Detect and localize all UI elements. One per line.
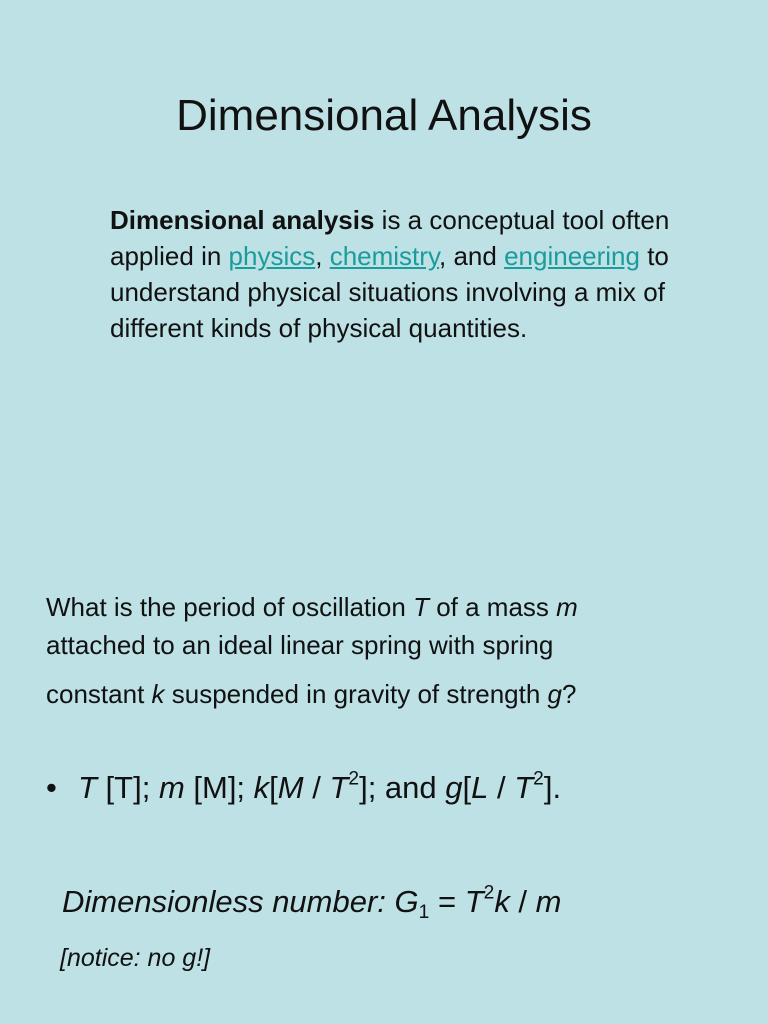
question-paragraph: [46, 588, 726, 713]
slide-title: Dimensional Analysis: [176, 91, 592, 140]
bullet-icon: •: [46, 770, 57, 805]
dim-k-exponent: 2: [348, 768, 360, 790]
engineering-link[interactable]: engineering: [504, 241, 640, 271]
dim-k-var: k: [253, 770, 270, 805]
dim-T: [T];: [96, 770, 159, 805]
physics-link[interactable]: physics: [228, 241, 316, 271]
dimensions-list-item: [46, 766, 746, 810]
formula-T-exponent: 2: [483, 882, 495, 904]
intro-paragraph: [110, 202, 670, 346]
formula-m: m: [535, 884, 562, 919]
dim-k-T: T: [329, 770, 349, 805]
dim-g-open: [: [462, 770, 472, 805]
dim-g-close: ].: [543, 770, 562, 805]
dim-k-M: M: [277, 770, 304, 805]
formula-T: T: [464, 884, 484, 919]
dim-k-close: ]; and: [359, 770, 446, 805]
dimensionless-number: [62, 880, 561, 924]
question-text-1: What is the period of oscillation: [46, 592, 414, 622]
formula-k: k: [494, 884, 510, 919]
question-var-m: m: [556, 592, 578, 622]
question-var-T: T: [413, 592, 429, 622]
question-text-4: constant: [46, 679, 152, 709]
dim-g-exponent: 2: [533, 768, 544, 790]
question-var-k: k: [151, 679, 165, 709]
intro-comma: ,: [315, 241, 330, 271]
question-line-1: [46, 588, 726, 626]
dim-k-open: [: [269, 770, 278, 805]
formula-slash: /: [509, 884, 536, 919]
intro-text-2: , and: [439, 241, 505, 271]
dimensionless-label: Dimensionless number:: [62, 884, 395, 919]
formula-G-subscript: 1: [418, 901, 430, 923]
dim-m: [M];: [184, 770, 254, 805]
dim-k-slash: /: [303, 770, 330, 805]
question-line-3: [46, 675, 726, 713]
formula-G: G: [394, 884, 419, 919]
question-text-5: suspended in gravity of strength: [164, 679, 548, 709]
question-line-2: attached to an ideal linear spring with spring: [46, 630, 554, 660]
formula-equals: =: [429, 884, 465, 919]
dim-g-slash: /: [488, 770, 515, 805]
dim-g-var: g: [445, 770, 463, 805]
question-text-6: ?: [562, 679, 577, 709]
question-var-g: g: [547, 679, 562, 709]
dimensions-list: [46, 766, 746, 810]
notice-note: [notice: no g!]: [60, 944, 211, 972]
dim-m-var: m: [158, 770, 185, 805]
intro-text-3: to understand physical situations involving a mix of different kinds of physical quantities.: [110, 241, 669, 343]
chemistry-link[interactable]: chemistry: [329, 241, 440, 271]
intro-term: Dimensional analysis: [110, 205, 375, 235]
dim-T-var: T: [78, 770, 97, 805]
dim-g-T: T: [514, 770, 534, 805]
intro-text-1: is a conceptual tool often applied in: [110, 205, 670, 271]
question-text-2: of a mass: [428, 592, 557, 622]
dim-g-L: L: [471, 770, 489, 805]
